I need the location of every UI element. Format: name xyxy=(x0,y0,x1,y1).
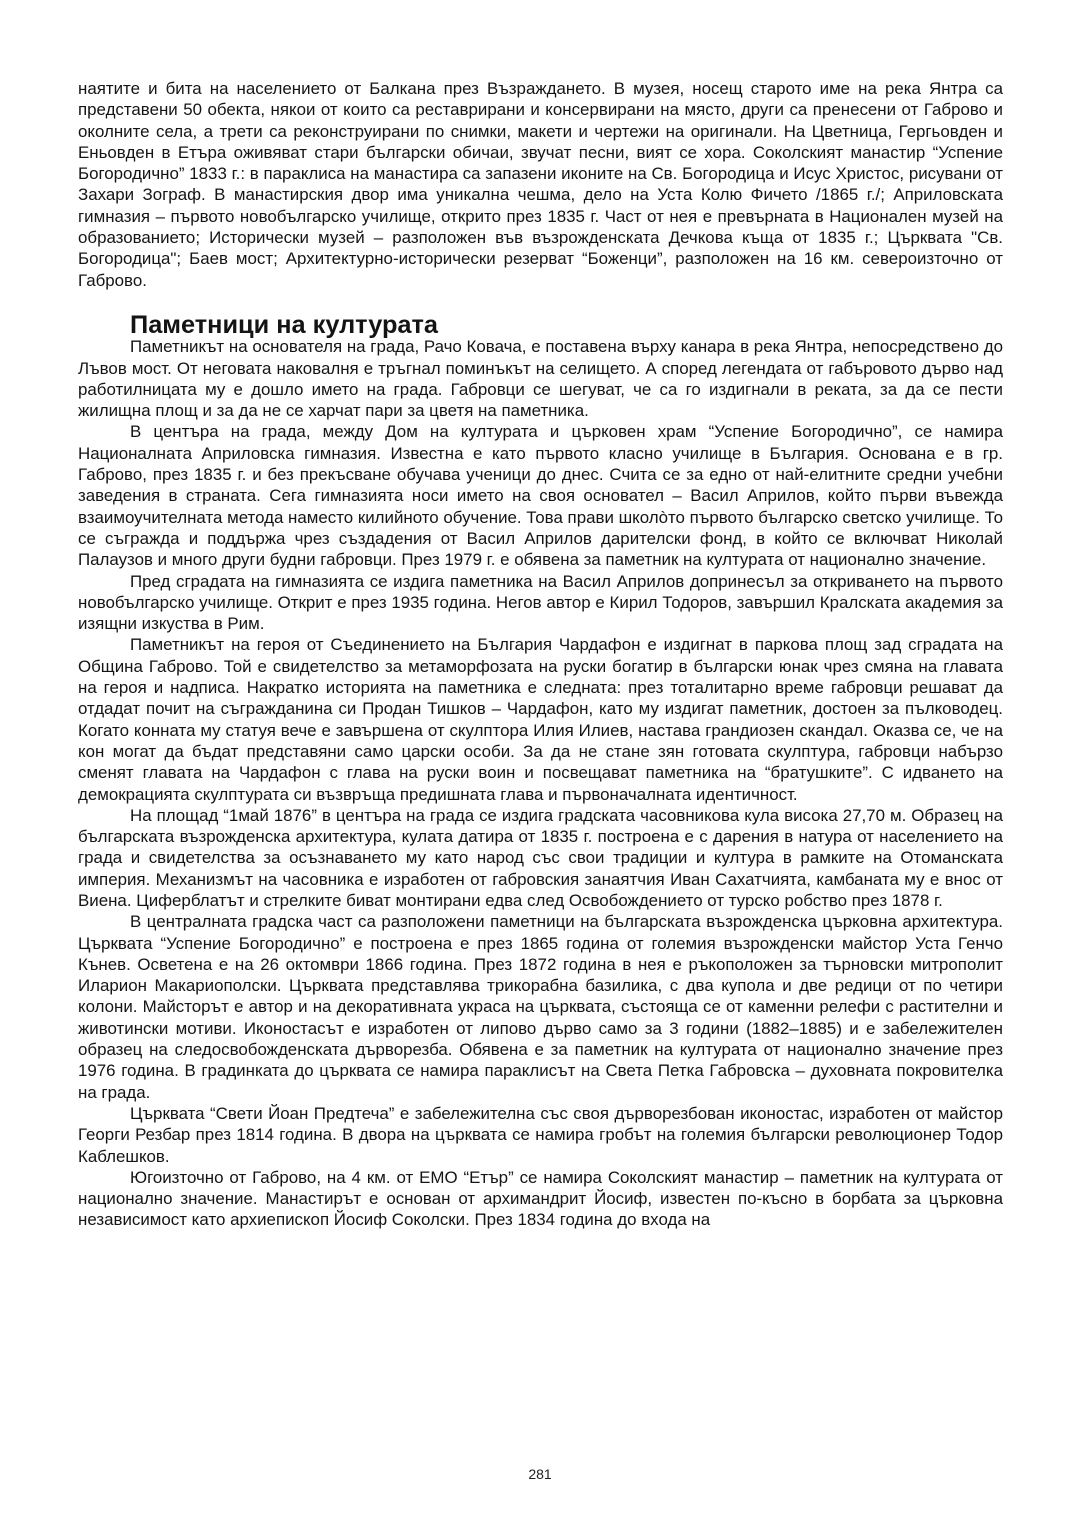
document-page xyxy=(78,78,1003,1231)
paragraph-aprilov-gymnasium: В центъра на града, между Дом на културата и църковен храм “Успение Богородично”, се намира Националната Априловска гимназия. Известна е като първото класно училище в България. Основана е в гр. Габрово, през 1835 г. и без прекъсване обучава ученици до днес. Счита се за едно от най-елитните средни учебни заведения в страната. Сега гимназията носи името на своя основател – Васил Априлов, който първи въвежда взаимоучителната метода наместо килийното обучение. Това прави школòто първото българско светско училище. То се съгражда и поддържа чрез създадения от Васил Априлов дарителски фонд, в който се включват Николай Палаузов и много други будни габровци. През 1979 г. е обявена за паметник на културата от национално значение. xyxy=(78,422,1003,570)
paragraph-aprilov-monument: Пред сградата на гимназията се издига паметника на Васил Априлов допринесъл за откриването на първото новобългарско училище. Открит е през 1935 година. Негов автор е Кирил Тодоров, завършил Кралската академия за изящни изкуства в Рим. xyxy=(78,571,1003,634)
paragraph-sokolski-monastery: Югоизточно от Габрово, на 4 км. от ЕМО “Етър” се намира Соколският манастир – паметник на културата от национално значение. Манастирът е основан от архимандрит Йосиф, известен по-късно в борбата за църковна независимост като архиепископ Йосиф Соколски. През 1834 година до входа на xyxy=(78,1167,1003,1230)
paragraph-uspenie-church: В централната градска част са разположени паметници на българската възрожденска църковна архитектура. Църквата “Успение Богородично” е построена е през 1865 година от големия възрожденски майстор Уста Генчо Кънев. Осветена е на 26 октомври 1866 година. През 1872 година в нея е ръкоположен за търновски митрополит Иларион Макариополски. Църквата представлява трикорабна базилика, с два купола и две редици от по четири колони. Майсторът е автор и на декоративната украса на църквата, състояща се от каменни релефи с растителни и животински мотиви. Иконостасът е изработен от липово дърво само за 3 години (1882–1885) и е забележителен образец на следосвобожденската дърворезба. Обявена е за паметник на културата от национално значение през 1976 година. В градинката до църквата се намира параклисът на Света Петка Габровска – духовната покровителка на града. xyxy=(78,912,1003,1102)
section-heading: Паметници на културата xyxy=(130,310,439,339)
page-number: 281 xyxy=(528,1466,552,1482)
paragraph-clock-tower: На площад “1май 1876” в центъра на града се издига градската часовникова кула висока 27,70 м. Образец на българската възрожденска архитектура, кулата датира от 1835 г. построена е с дарения в натура от населението на града и свидетелства за осъзнаването му като народ със свои традиции и култура в рамките на Отоманската империя. Механизмът на часовника е изработен от габровския занаятчия Иван Сахатчията, камбаната му е внос от Виена. Циферблатът и стрелките биват монтирани едва след Освобождението от турско робство през 1878 г. xyxy=(78,805,1003,910)
paragraph-chardafon-monument: Паметникът на героя от Съединението на България Чардафон е издигнат в паркова площ зад сградата на Община Габрово. Той е свидетелство за метаморфозата на руски богатир в български юнак чрез смяна на главата на героя и надписа. Накратко историята на паметника е следната: през тоталитарно време габровци решават да отдадат почит на съгражданина си Продан Тишков – Чардафон, като му издигат паметник, достоен за пълководец. Когато конната му статуя вече е завършена от скулптора Илия Илиев, настава грандиозен скандал. Оказва се, че на кон могат да бъдат представяни само царски особи. За да не стане зян готовата скулптура, габровци набързо сменят главата на Чардафон с глава на руски воин и посвещават паметника на “братушките”. С идването на демокрацията скулптурата си възвръща предишната глава и първоначалната идентичност. xyxy=(78,635,1003,804)
paragraph-sv-yoan-church: Църквата “Свети Йоан Предтеча” е забележителна със своя дърворезбован иконостас, изработен от майстор Георги Резбар през 1814 година. В двора на църквата се намира гробът на големия български революционер Тодор Каблешков. xyxy=(78,1103,1003,1166)
paragraph-racho-kovacha: Паметникът на основателя на града, Рачо Ковача, е поставена върху канара в река Янтра, непосредствено до Лъвов мост. От неговата наковалня е тръгнал поминъкът на селището. А според легендата от габъровото дърво над работилницата му е дошло името на града. Габровци се шегуват, че са го издигнали в реката, за да се пести жилищна площ и за да не се харчат пари за цветя на паметника. xyxy=(78,337,1003,421)
intro-paragraph: наятите и бита на населението от Балкана през Възраждането. В музея, носещ старото име на река Янтра са представени 50 обекта, някои от които са реставрирани и консервирани на място, други са пренесени от Габрово и околните села, а трети са реконструирани по снимки, макети и чертежи на оригинали. На Цветница, Гергьовден и Еньовден в Етъра оживяват стари български обичаи, звучат песни, вият се хора. Соколският манастир “Успение Богородично” 1833 г.: в параклиса на манастира са запазени иконите на Св. Богородица и Исус Христос, рисувани от Захари Зограф. В манастирския двор има уникална чешма, дело на Уста Колю Фичето /1865 г./; Априловската гимназия – първото новобългарско училище, открито през 1835 г. Част от нея е превърната в Национален музей на образованието; Исторически музей – разположен във възрожденската Дечкова къща от 1835 г.; Църквата "Св. Богородица"; Баев мост; Архитектурно-исторически резерват “Боженци”, разположен на 16 км. североизточно от Габрово. xyxy=(78,79,1003,290)
